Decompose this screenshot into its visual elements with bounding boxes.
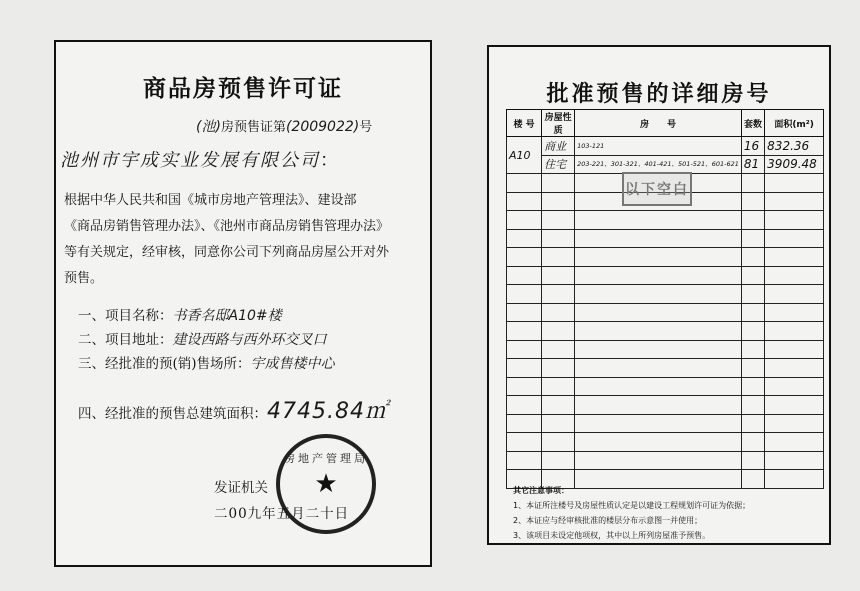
empty-cell (542, 192, 575, 211)
table-row-empty (507, 396, 824, 415)
count-cell: 81 (741, 155, 764, 174)
empty-cell (765, 433, 824, 452)
item-label: 一、项目名称： (78, 308, 173, 324)
empty-cell (741, 285, 764, 304)
approved-units-page (487, 45, 831, 545)
empty-cell (575, 266, 742, 285)
empty-cell (575, 359, 742, 378)
empty-cell (507, 377, 542, 396)
empty-cell (765, 248, 824, 267)
empty-cell (575, 396, 742, 415)
empty-cell (542, 451, 575, 470)
empty-cell (542, 285, 575, 304)
empty-cell (765, 174, 824, 193)
empty-cell (575, 377, 742, 396)
empty-cell (507, 433, 542, 452)
empty-cell (575, 211, 742, 230)
certificate-prefix: (池) (196, 119, 221, 135)
table-row-empty (507, 359, 824, 378)
body-line: 等有关规定，经审核，同意你公司下列商品房屋公开对外 (64, 245, 390, 260)
table-row-empty (507, 433, 824, 452)
empty-cell (765, 303, 824, 322)
empty-cell (507, 211, 542, 230)
empty-cell (575, 433, 742, 452)
note-line: 2、本证应与经审核批准的楼层分布示意图一并使用； (513, 516, 703, 525)
column-header: 套数 (741, 110, 764, 137)
note-line: 1、本证所注楼号及房屋性质认定是以建设工程规划许可证为依据； (513, 501, 751, 510)
empty-cell (765, 377, 824, 396)
column-header: 房屋性质 (542, 110, 575, 137)
empty-cell (765, 414, 824, 433)
table-row-empty (507, 229, 824, 248)
empty-cell (765, 451, 824, 470)
table-header-row (507, 110, 824, 137)
empty-cell (507, 359, 542, 378)
empty-cell (542, 322, 575, 341)
empty-cell (507, 285, 542, 304)
body-line: 根据中华人民共和国《城市房地产管理法》、建设部 (64, 193, 357, 208)
table-row (507, 155, 824, 174)
table-row-empty (507, 414, 824, 433)
item-value: 建设西路与西外环交叉口 (172, 332, 327, 348)
empty-cell (507, 322, 542, 341)
empty-cell (765, 322, 824, 341)
empty-cell (741, 229, 764, 248)
blank-below-stamp: 以下空白 (622, 172, 692, 206)
empty-cell (542, 377, 575, 396)
empty-cell (741, 266, 764, 285)
table-row-empty (507, 266, 824, 285)
table-row-empty (507, 377, 824, 396)
count-cell: 16 (741, 137, 764, 156)
table-row-empty (507, 340, 824, 359)
empty-cell (741, 211, 764, 230)
note-line: 3、该项目未设定他项权，其中以上所列房屋准予预售。 (513, 531, 711, 540)
company-line (60, 146, 340, 172)
empty-cell (507, 451, 542, 470)
item-value: 书香名邸A10#楼 (172, 308, 282, 324)
empty-cell (507, 340, 542, 359)
empty-cell (542, 359, 575, 378)
units-table (506, 109, 824, 489)
empty-cell (542, 303, 575, 322)
empty-cell (542, 340, 575, 359)
empty-cell (542, 396, 575, 415)
empty-cell (507, 414, 542, 433)
table-row-empty (507, 211, 824, 230)
empty-cell (507, 174, 542, 193)
company-name: 池州市宇成实业发展有限公司 (60, 150, 320, 171)
item-total-area (78, 394, 388, 425)
area-cell: 832.36 (765, 137, 824, 156)
empty-cell (542, 174, 575, 193)
certificate-suffix: 号 (359, 120, 373, 135)
empty-cell (575, 340, 742, 359)
empty-cell (741, 433, 764, 452)
permit-title: 商品房预售许可证 (143, 76, 343, 102)
empty-cell (507, 266, 542, 285)
nature-cell: 商业 (542, 137, 575, 156)
table-row (507, 137, 824, 156)
item-label: 四、经批准的预售总建筑面积： (78, 406, 267, 422)
empty-cell (741, 322, 764, 341)
item-value: 4745.84㎡ (267, 399, 388, 424)
rooms-cell: 203-221、301-321、401-421、501-521、601-621 (575, 155, 742, 174)
empty-cell (741, 340, 764, 359)
issue-date: 二00九年五月二十日 (214, 506, 350, 522)
table-row-empty (507, 451, 824, 470)
body-line: 预售。 (64, 271, 104, 286)
table-row-empty (507, 303, 824, 322)
empty-cell (765, 470, 824, 489)
building-cell: A10 (507, 137, 542, 174)
table-row-empty (507, 248, 824, 267)
item-label: 二、项目地址： (78, 332, 173, 348)
notes-title: 其它注意事项： (513, 486, 569, 495)
empty-cell (741, 303, 764, 322)
certificate-number-line (196, 116, 372, 136)
empty-cell (542, 266, 575, 285)
empty-cell (765, 340, 824, 359)
area-cell: 3909.48 (765, 155, 824, 174)
empty-cell (741, 414, 764, 433)
empty-cell (765, 211, 824, 230)
empty-cell (765, 359, 824, 378)
empty-cell (507, 229, 542, 248)
empty-cell (575, 303, 742, 322)
empty-cell (575, 414, 742, 433)
empty-cell (765, 229, 824, 248)
empty-cell (542, 211, 575, 230)
notes-section (513, 483, 750, 543)
body-line: 《商品房销售管理办法》、《池州市商品房销售管理办法》 (64, 219, 390, 234)
empty-cell (575, 451, 742, 470)
empty-cell (507, 248, 542, 267)
certificate-number: (2009022) (285, 119, 360, 135)
item-project-name (78, 304, 282, 325)
empty-cell (741, 377, 764, 396)
item-value: 宇成售楼中心 (250, 356, 335, 372)
column-header: 房 号 (575, 110, 742, 137)
empty-cell (741, 248, 764, 267)
empty-cell (542, 433, 575, 452)
star-icon: ★ (314, 469, 338, 499)
table-row-empty (507, 285, 824, 304)
rooms-cell: 103-121 (575, 137, 742, 156)
empty-cell (575, 248, 742, 267)
company-suffix: ： (320, 150, 340, 171)
empty-cell (765, 192, 824, 211)
column-header: 面积(m²) (765, 110, 824, 137)
empty-cell (741, 359, 764, 378)
empty-cell (765, 285, 824, 304)
seal-ring-text: 房地产管理局 (284, 452, 368, 465)
empty-cell (765, 396, 824, 415)
item-project-address (78, 328, 327, 349)
certificate-middle-text: 房预售证第 (220, 120, 286, 135)
empty-cell (575, 285, 742, 304)
empty-cell (741, 451, 764, 470)
presale-permit-page (54, 40, 432, 567)
empty-cell (575, 322, 742, 341)
empty-cell (741, 192, 764, 211)
empty-cell (507, 396, 542, 415)
issuing-authority-label: 发证机关 (214, 480, 268, 496)
empty-cell (765, 266, 824, 285)
empty-cell (741, 174, 764, 193)
empty-cell (741, 396, 764, 415)
empty-cell (542, 229, 575, 248)
empty-cell (542, 414, 575, 433)
empty-cell (507, 303, 542, 322)
table-row-empty (507, 322, 824, 341)
nature-cell: 住宅 (542, 155, 575, 174)
column-header: 楼 号 (507, 110, 542, 137)
empty-cell (542, 248, 575, 267)
empty-cell (507, 192, 542, 211)
empty-cell (575, 229, 742, 248)
item-sales-location (78, 352, 335, 373)
item-label: 三、经批准的预(销)售场所： (78, 356, 251, 372)
permit-body-text (64, 188, 424, 292)
units-title: 批准预售的详细房号 (546, 82, 772, 107)
